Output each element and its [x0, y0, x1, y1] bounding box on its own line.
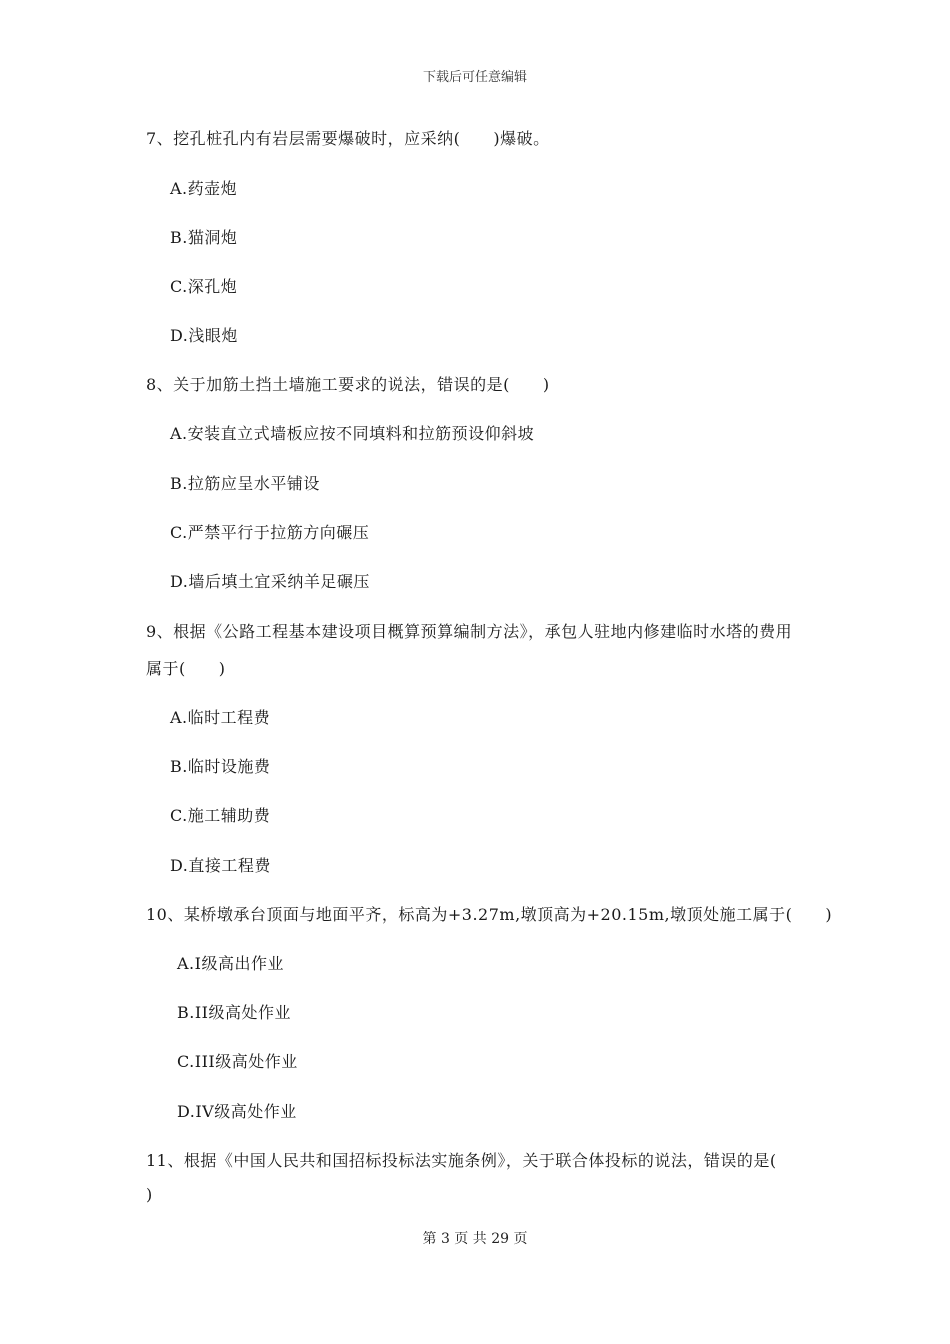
question-10-stem: 10、某桥墩承台顶面与地面平齐，标高为+3.27m,墩顶高为+20.15m,墩顶处施工属于( ) [146, 905, 833, 924]
question-9-option-a: A.临时工程费 [170, 708, 271, 727]
question-8-option-b: B.拉筋应呈水平铺设 [170, 474, 320, 493]
question-11-stem-line-1: 11、根据《中国人民共和国招标投标法实施条例》，关于联合体投标的说法，错误的是( [146, 1151, 777, 1170]
question-10-option-c: C.III级高处作业 [177, 1052, 298, 1071]
question-9-option-d: D.直接工程费 [170, 856, 271, 875]
question-9-option-c: C.施工辅助费 [170, 806, 271, 825]
page-header: 下载后可任意编辑 [422, 70, 527, 85]
question-10-option-a: A.I级高出作业 [177, 954, 284, 973]
question-7-option-c: C.深孔炮 [170, 277, 238, 296]
question-10-option-d: D.IV级高处作业 [177, 1102, 297, 1121]
question-7-option-d: D.浅眼炮 [170, 326, 238, 345]
question-9-option-b: B.临时设施费 [170, 757, 271, 776]
question-7-option-b: B.猫洞炮 [170, 228, 238, 247]
question-9-stem-line-2: 属于( ) [146, 659, 226, 678]
question-9-stem-line-1: 9、根据《公路工程基本建设项目概算预算编制方法》，承包人驻地内修建临时水塔的费用 [146, 622, 793, 641]
question-7-stem: 7、挖孔桩孔内有岩层需要爆破时，应采纳( )爆破。 [146, 129, 550, 148]
question-11-stem-line-2: ) [146, 1185, 153, 1204]
question-8-stem: 8、关于加筋土挡土墙施工要求的说法，错误的是( ) [146, 375, 550, 394]
question-7-option-a: A.药壶炮 [170, 179, 238, 198]
page-footer: 第 3 页 共 29 页 [422, 1231, 528, 1247]
question-8-option-c: C.严禁平行于拉筋方向碾压 [170, 523, 370, 542]
question-8-option-a: A.安装直立式墙板应按不同填料和拉筋预设仰斜坡 [170, 424, 535, 443]
question-8-option-d: D.墙后填土宜采纳羊足碾压 [170, 572, 370, 591]
question-10-option-b: B.II级高处作业 [177, 1003, 291, 1022]
